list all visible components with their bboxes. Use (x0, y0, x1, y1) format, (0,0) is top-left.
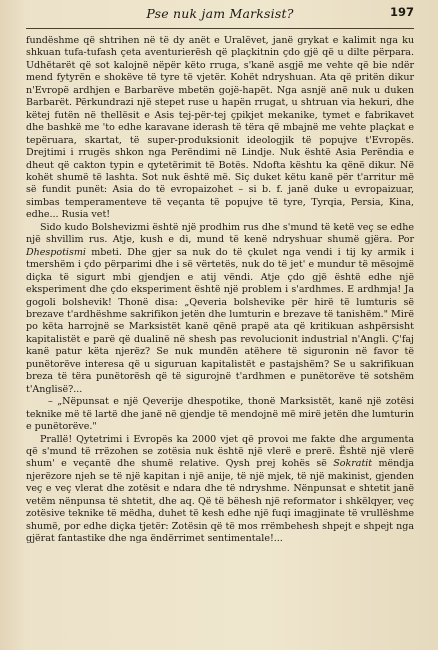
page-number: 197 (389, 5, 414, 19)
body-text (26, 35, 414, 546)
running-title: Pse nuk jam Marksist? (146, 6, 294, 21)
paragraph-4: Prallë! Qytetrimi i Evropës ka 2000 vjet që provoi me fakte dhe argumenta që s'mund të rrëzohen se zotësia nuk është një vlerë e prerë. Është një vlerë shum' e veçantë dhe shumë relative. Qysh prej kohës së Sokratit mëndja njerëzore njeh se të një kapitan i një anije, të një mjek, të një makinist, gjenden veç e veç vlerat dhe zotësit e ndara dhe të ndryshme. Nënpunsat e shtetit janë vetëm nënpunsa të shtetit, dhe aq. Që të bëhesh një reformator i shkëlqyer, veç zotësive teknike të mëdha, duhet të kesh edhe një fuqi imagjinate të vrullëshme shumë, por edhe diçka tjetër: Zotësin që të mos rrëmbehesh shpejt e shpejt nga gjërat fantastike dhe nga ëndërrimet sentimentale!... (26, 433, 414, 545)
paragraph-3-quote: – „Nëpunsat e një Qeverije dhespotike, thonë Marksistët, kanë një zotësi teknike më të lartë dhe janë në gjendje të mendojnë më mirë jetën dhe lumturin e punëtorëve." (26, 396, 414, 433)
running-head (26, 0, 414, 29)
paragraph-2: Sido kudo Bolshevizmi është një prodhim rus dhe s'mund të ketë veç se edhe një shvillim rus. Atje, kush e di, mund të kenë ndryshuar shumë gjëra. Por Dhespotismi mbeti. Dhe gjer sa nuk do të çkulet nga vendi i tij ky armik i tmershëm i çdo përparimi dhe i së vërtetës, nuk do të jet' e mundur të mësojmë diçka të sigurt mbi gjendjen e atij vëndi. Atje çdo gjë është edhe një eksperiment dhe çdo eksperiment është një problem i s'ardhmes. E ardhmja! Ja gogoli bolshevik! Thonë disa: „Qeveria bolshevike për hirë të lumturis së brezave t'ardhëshme sakrifikon jetën dhe lumturin e brezave të tanishëm." Mirë po këta harrojnë se Marksistët kanë qënë prapë ata që kritikuan ashpërsisht kapitalistët e parë që dualinë në shesh pas revolucionit industrial n'Angli. Ç'faj kanë patur këta njerëz? Se nuk mundën atëhere të siguronin në favor të punëtorëve interesa që u siguruan kapitalistët e pastajshëm? Se u sakrifikuan breza të tëra punëtorësh që të sigurojnë t'ardhmen e punëtorëve të sotshëm t'Anglisë?... (26, 221, 414, 395)
paragraph-1: fundëshme që shtrihen në të dy anët e Uralëvet, janë grykat e kalimit nga ku shkuan tufa-tufash çeta aventurierësh që plaçkitnin çdo gjë që u dilte përpara. Udhëtarët që sot kalojnë nëpër këto rruga, s'kanë asgjë me vehte që bie ndër mend fytyrën e shokëve të tyre të vjetër. Kohët ndryshuan. Ata që pritën dikur n'Evropë ardhjen e Barbarëve mbetën gojë-hapët. Nga asnjë anë nuk u duken Barbarët. Përkundrazi një stepet ruse u hapën rrugat, u shtruan via hekuri, dhe këtej futën në thellësit e Asis tej-për-tej çpikjet mekanike, tymet e fabrikavet dhe bashkë me 'to edhe karavane iderash të tëra që mbajnë me vehte plaçkat e tepëruara, skartat, të super-produksionit ideologjik të popujve t'Evropës. Drejtimi i rrugës shkon nga Perëndimi në Lindje. Nuk është Asia Perëndia e dheut që cakton typin e qytetërimit të Botës. Ndofta kështu ka qënë dikur. Në kohët shumë të lashta. Sot nuk është më. Siç duket këtu kanë për t'arritur më së fundit punët: Asia do të evropaizohet – si b. f. janë duke u evropaizuar, simbas temperamenteve të veçanta të popujve të tyre, Tyrqia, Persia, Kina, edhe... Rusia vet! (26, 35, 414, 221)
